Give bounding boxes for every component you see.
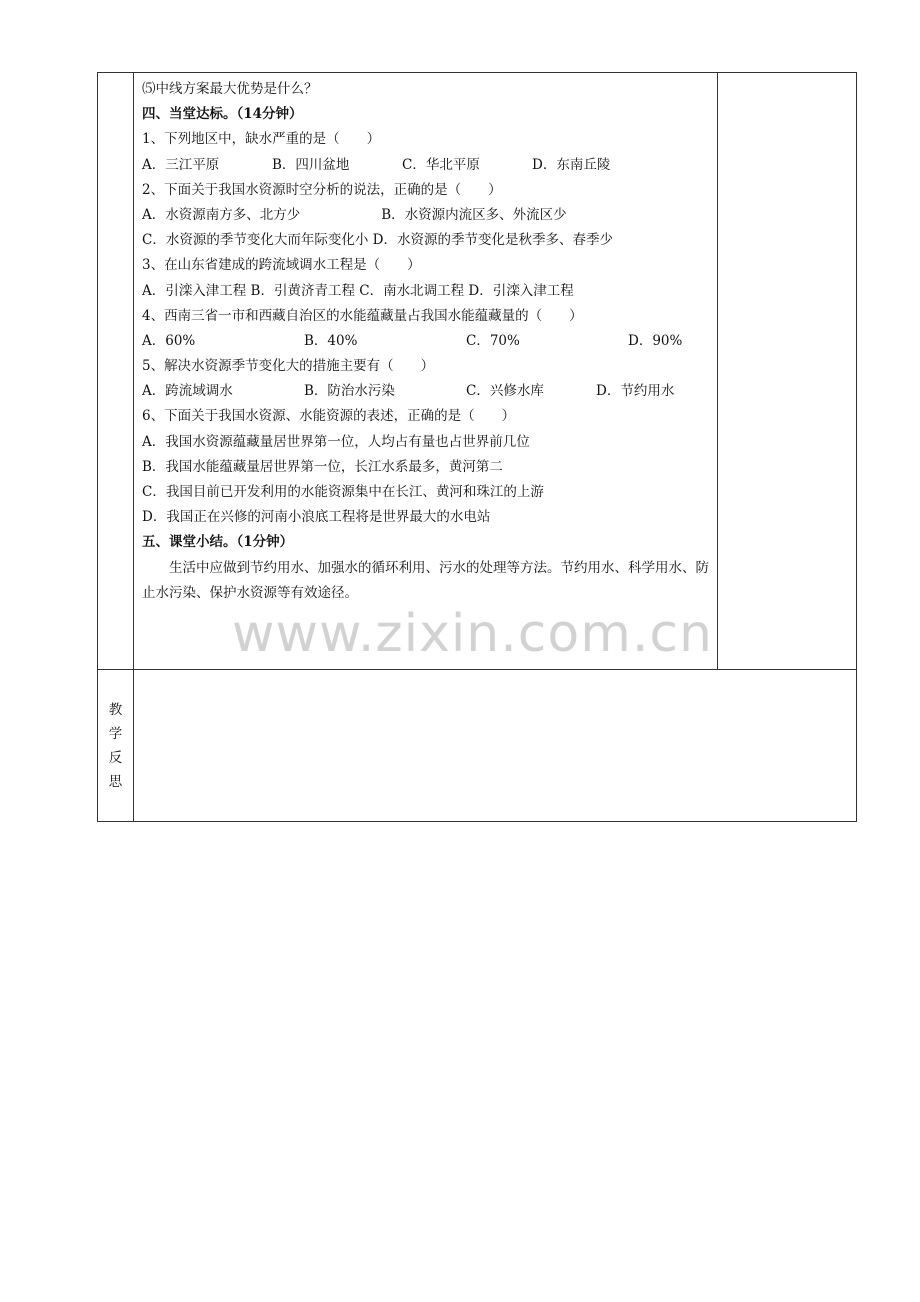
reflection-label xyxy=(98,670,134,822)
q5-option-c: C．兴修水库 xyxy=(466,383,544,400)
reflection-row xyxy=(98,670,857,822)
question-4-options xyxy=(142,329,717,354)
q2-options-row1: A．水资源南方多、北方少 B．水资源内流区多、外流区少 xyxy=(142,206,567,223)
section5-title: 五、课堂小结。（1分钟） xyxy=(142,534,294,551)
right-notes-cell xyxy=(718,73,857,670)
q5-option-b: B．防治水污染 xyxy=(304,383,395,400)
q5-option-a: A．跨流域调水 xyxy=(142,383,233,400)
question-2: 2、下面关于我国水资源时空分析的说法，正确的是（ ） xyxy=(142,181,502,198)
q1-option-c: C．华北平原 xyxy=(402,156,480,173)
q5-prompt: ⑸中线方案最大优势是什么？ xyxy=(142,81,318,97)
lesson-table xyxy=(97,72,857,822)
q4-option-b: B．40% xyxy=(304,332,358,349)
q6-option-d: D．我国正在兴修的河南小浪底工程将是世界最大的水电站 xyxy=(142,509,491,526)
q2-options-row2: C．水资源的季节变化大而年际变化小 D．水资源的季节变化是秋季多、春季少 xyxy=(142,232,613,249)
question-6: 6、下面关于我国水资源、水能资源的表述，正确的是（ ） xyxy=(142,408,516,425)
q6-option-c: C．我国目前已开发利用的水能资源集中在长江、黄河和珠江的上游 xyxy=(142,484,544,500)
reflection-content-cell xyxy=(134,670,857,822)
reflection-char-2: 学 xyxy=(108,725,123,742)
summary-paragraph: 生活中应做到节约用水、加强水的循环利用、污水的处理等方法。节约用水、科学用水、防止水污染、保护水资源等有效途径。 xyxy=(142,559,709,601)
q6-option-a: A．我国水资源蕴藏量居世界第一位，人均占有量也占世界前几位 xyxy=(142,433,530,450)
question-4: 4、西南三省一市和西藏自治区的水能蕴藏量占我国水能蕴藏量的（ ） xyxy=(142,307,583,324)
q4-option-a: A．60% xyxy=(142,332,196,349)
question-1: 1、下列地区中，缺水严重的是（ ） xyxy=(142,131,381,148)
q5-option-d: D．节约用水 xyxy=(596,383,675,400)
content-cell xyxy=(134,73,718,670)
content-body xyxy=(134,73,717,606)
reflection-char-1: 教 xyxy=(108,701,123,718)
watermark: www.zixin.com.cn xyxy=(232,604,713,664)
q1-option-a: A．三江平原 xyxy=(142,156,220,173)
section4-title: 四、当堂达标。（14分钟） xyxy=(142,106,303,123)
question-5: 5、解决水资源季节变化大的措施主要有（ ） xyxy=(142,358,435,375)
q3-options: A．引滦入津工程 B．引黄济青工程 C．南水北调工程 D．引滦入津工程 xyxy=(142,282,574,299)
q4-option-d: D．90% xyxy=(628,332,683,349)
question-5-options xyxy=(142,379,717,404)
q6-option-b: B．我国水能蕴藏量居世界第一位，长江水系最多，黄河第二 xyxy=(142,458,503,475)
reflection-char-4: 思 xyxy=(108,773,123,790)
reflection-char-3: 反 xyxy=(108,749,123,766)
q1-option-d: D．东南丘陵 xyxy=(532,156,611,173)
question-1-options xyxy=(142,153,717,178)
lesson-content-row xyxy=(98,73,857,670)
question-3: 3、在山东省建成的跨流域调水工程是（ ） xyxy=(142,257,421,274)
q1-option-b: B．四川盆地 xyxy=(272,156,350,173)
left-margin-cell xyxy=(98,73,134,670)
q4-option-c: C．70% xyxy=(466,332,520,349)
